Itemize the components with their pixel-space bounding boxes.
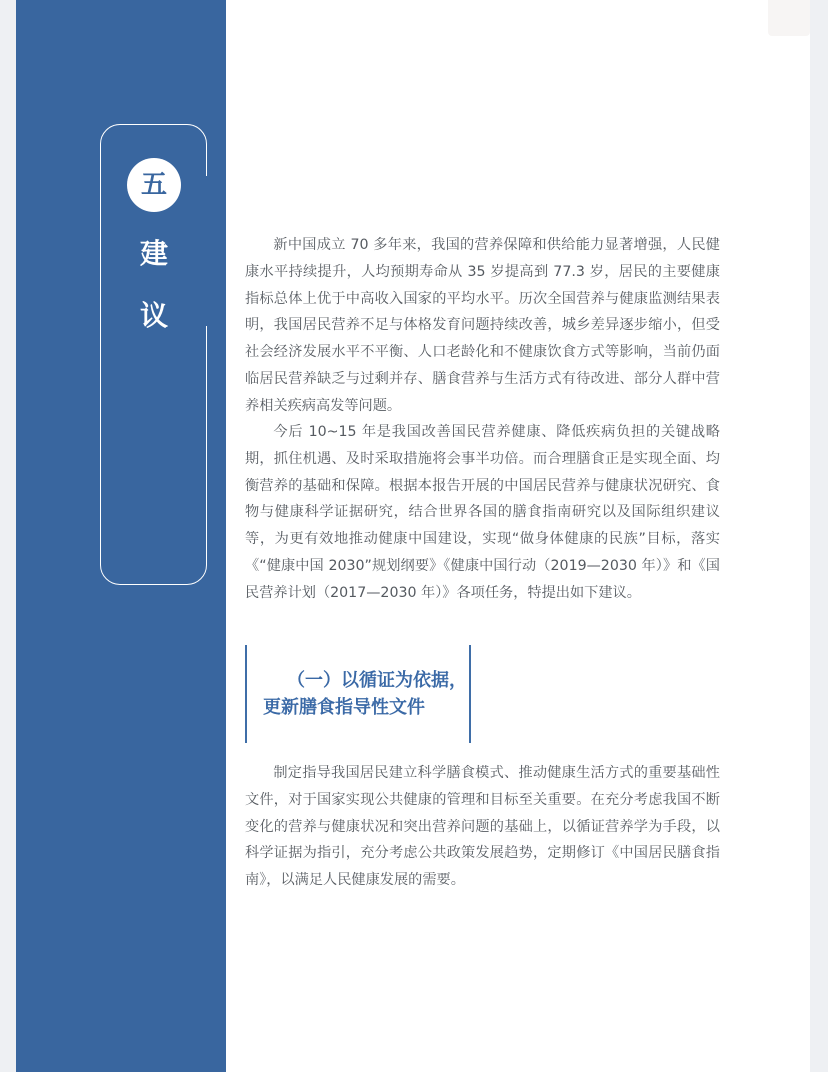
section-heading-line-2: 更新膳食指导性文件 [263, 697, 425, 718]
corner-tab [768, 0, 810, 36]
chapter-title-char-2: 议 [139, 299, 168, 332]
chapter-number-badge: 五 [127, 158, 181, 212]
chapter-title-char-1: 建 [139, 237, 168, 270]
section-heading [263, 667, 473, 721]
section-heading-line-1: （一）以循证为依据， [287, 670, 467, 691]
frame-gap [200, 176, 212, 326]
book-page [16, 0, 810, 1072]
section-heading-box [245, 645, 471, 743]
body-paragraph-2: 今后 10~15 年是我国改善国民营养健康、降低疾病负担的关键战略期，抓住机遇、及时采取措施将会事半功倍。而合理膳食正是实现全面、均衡营养的基础和保障。根据本报告开展的中国居民营养与健康状况研究、食物与健康科学证据研究，结合世界各国的膳食指南研究以及国际组织建议等，为更有效地推动健康中国建设，实现“做身体健康的民族”目标，落实《“健康中国 2030”规划纲要》《健康中国行动（2019—2030 年）》和《国民营养计划（2017—2030 年）》各项任务，特提出如下建议。 [245, 424, 720, 601]
chapter-sidebar [16, 0, 226, 1072]
section-paragraph: 制定指导我国居民建立科学膳食模式、推动健康生活方式的重要基础性文件，对于国家实现公共健康的管理和目标至关重要。在充分考虑我国不断变化的营养与健康状况和突出营养问题的基础上，以循证营养学为手段，以科学证据为指引，充分考虑公共政策发展趋势，定期修订《中国居民膳食指南》，以满足人民健康发展的需要。 [245, 765, 720, 889]
body-paragraph-1: 新中国成立 70 多年来，我国的营养保障和供给能力显著增强，人民健康水平持续提升，人均预期寿命从 35 岁提高到 77.3 岁，居民的主要健康指标总体上优于中高收入国家的平均水平。历次全国营养与健康监测结果表明，我国居民营养不足与体格发育问题持续改善，城乡差异逐步缩小，但受社会经济发展水平不平衡、人口老龄化和不健康饮食方式等影响，当前仍面临居民营养缺乏与过剩并存、膳食营养与生活方式有待改进、部分人群中营养相关疾病高发等问题。 [245, 237, 720, 414]
